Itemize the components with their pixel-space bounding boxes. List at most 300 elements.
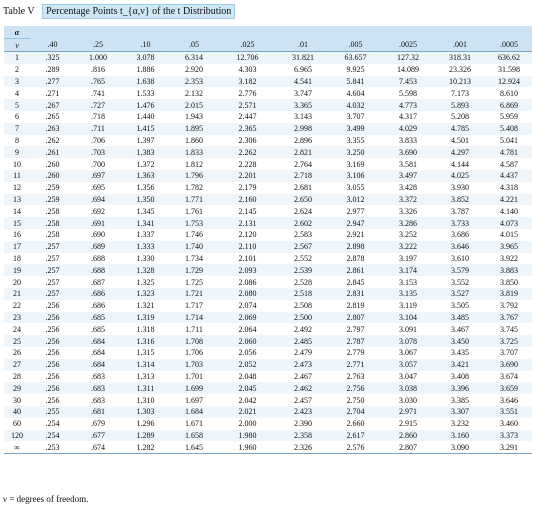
value-cell: .718 (91, 112, 105, 122)
table-row (4, 217, 532, 229)
df-cell: 16 (13, 230, 21, 240)
value-cell: .258 (45, 230, 60, 240)
value-cell: 3.160 (434, 430, 486, 442)
value-cell: 1.282 (121, 441, 170, 453)
value-cell: 3.707 (346, 112, 365, 122)
value-cell: .685 (75, 312, 121, 324)
value-cell: 2.528 (294, 277, 312, 287)
value-cell: 2.971 (382, 406, 434, 418)
value-cell: 2.624 (294, 206, 312, 216)
value-cell: 1.796 (170, 170, 218, 182)
percentage-points-table (4, 26, 532, 454)
value-cell: 2.718 (277, 170, 329, 182)
value-cell: .256 (45, 395, 60, 405)
value-cell: 3.690 (486, 359, 532, 371)
table-row (4, 441, 532, 453)
value-cell: 3.646 (500, 395, 518, 405)
value-cell: .271 (45, 88, 60, 98)
value-cell: .256 (30, 335, 75, 347)
value-cell: 1.638 (121, 76, 170, 88)
value-cell: 1.711 (185, 324, 203, 334)
value-cell: 2.539 (277, 264, 329, 276)
value-cell: 2.920 (185, 65, 203, 75)
table-body (4, 52, 532, 454)
value-cell: 2.771 (329, 359, 382, 371)
table-caption (3, 5, 235, 19)
value-cell: 1.397 (136, 135, 155, 145)
value-cell: .257 (30, 241, 75, 253)
value-cell: 1.717 (185, 301, 203, 311)
value-cell: 318.31 (434, 52, 486, 64)
alpha-column-header: .0005 (486, 39, 532, 52)
value-cell: 3.674 (500, 371, 518, 381)
df-cell: 9 (4, 146, 30, 158)
value-cell: 3.883 (486, 264, 532, 276)
t-distribution-table (4, 26, 532, 454)
value-cell: 7.453 (382, 76, 434, 88)
value-cell: .688 (91, 253, 105, 263)
value-cell: 2.787 (329, 335, 382, 347)
value-cell: 3.707 (500, 348, 518, 358)
table-row (4, 182, 532, 194)
value-cell: 3.408 (451, 371, 469, 381)
df-cell: 10 (13, 159, 21, 169)
value-cell: 2.326 (277, 441, 329, 453)
value-cell: 2.160 (218, 194, 277, 206)
value-cell: .674 (75, 441, 121, 453)
value-cell: 3.435 (451, 348, 469, 358)
table-row (4, 288, 532, 300)
df-cell: 29 (4, 382, 30, 394)
df-cell: 24 (13, 324, 21, 334)
value-cell: 4.773 (382, 99, 434, 111)
value-cell: 2.518 (277, 288, 329, 300)
value-cell: 3.527 (434, 288, 486, 300)
value-cell: 3.286 (382, 217, 434, 229)
value-cell: 2.878 (346, 253, 365, 263)
alpha-header-row (4, 26, 532, 39)
df-cell: 26 (13, 348, 21, 358)
value-cell: 2.365 (218, 123, 277, 135)
value-cell: 3.428 (399, 183, 417, 193)
value-cell: .741 (91, 88, 105, 98)
value-cell: 9.925 (346, 65, 365, 75)
value-cell: 4.587 (500, 159, 518, 169)
value-cell: 12.924 (486, 76, 532, 88)
value-cell: 4.073 (486, 217, 532, 229)
df-cell: 17 (4, 241, 30, 253)
value-cell: 1.318 (136, 324, 155, 334)
value-cell: 3.646 (434, 241, 486, 253)
value-cell: 1.440 (136, 112, 155, 122)
value-cell: 3.659 (486, 382, 532, 394)
value-cell: 1.289 (121, 430, 170, 442)
value-cell: 1.321 (136, 301, 155, 311)
value-cell: 3.252 (399, 230, 417, 240)
value-cell: 3.143 (294, 112, 312, 122)
value-cell: 2.101 (238, 253, 257, 263)
value-cell: 3.850 (500, 277, 518, 287)
value-cell: 2.896 (294, 135, 312, 145)
value-cell: 4.303 (238, 65, 257, 75)
value-cell: 1.671 (185, 419, 203, 429)
value-cell: 2.201 (218, 170, 277, 182)
value-cell: .254 (30, 430, 75, 442)
table-row (4, 111, 532, 123)
value-cell: .263 (30, 123, 75, 135)
value-cell: 2.060 (218, 335, 277, 347)
value-cell: .679 (91, 419, 105, 429)
value-cell: 2.056 (238, 348, 257, 358)
value-cell: 4.501 (451, 135, 469, 145)
table-row (4, 135, 532, 147)
value-cell: .727 (75, 99, 121, 111)
value-cell: 2.069 (218, 312, 277, 324)
value-cell: 3.365 (277, 99, 329, 111)
df-cell: ∞ (4, 441, 30, 453)
value-cell: 1.345 (136, 206, 155, 216)
alpha-column-header: .10 (121, 39, 170, 52)
value-cell: 4.785 (434, 123, 486, 135)
value-cell: .256 (30, 359, 75, 371)
value-cell: 4.025 (434, 170, 486, 182)
value-cell: .256 (45, 348, 60, 358)
value-cell: 3.012 (329, 194, 382, 206)
value-cell: 2.861 (329, 264, 382, 276)
df-cell: 2 (15, 65, 19, 75)
table-row (4, 406, 532, 418)
value-cell: 1.886 (136, 65, 155, 75)
value-cell: 7.173 (451, 88, 469, 98)
table-row (4, 205, 532, 217)
value-cell: .686 (75, 288, 121, 300)
value-cell: 1.363 (121, 170, 170, 182)
table-row (4, 241, 532, 253)
value-cell: 5.598 (399, 88, 417, 98)
footnote: ν = degrees of freedom. (3, 494, 89, 504)
value-cell: .259 (45, 183, 60, 193)
value-cell: 2.064 (238, 324, 257, 334)
value-cell: .260 (30, 170, 75, 182)
value-cell: 3.551 (486, 406, 532, 418)
value-cell: 1.725 (185, 277, 203, 287)
table-row (4, 146, 532, 158)
value-cell: 3.690 (382, 146, 434, 158)
df-cell: 40 (4, 406, 30, 418)
value-cell: 1.325 (136, 277, 155, 287)
table-row (4, 347, 532, 359)
alpha-column-header: .05 (170, 39, 218, 52)
value-cell: 3.291 (486, 441, 532, 453)
value-cell: 31.821 (277, 52, 329, 64)
table-row (4, 229, 532, 241)
value-cell: .256 (45, 371, 60, 381)
value-cell: .706 (91, 135, 105, 145)
value-cell: 2.048 (238, 371, 257, 381)
value-cell: .684 (91, 348, 105, 358)
value-cell: .697 (75, 170, 121, 182)
value-cell: 3.106 (329, 170, 382, 182)
value-cell: 4.297 (434, 146, 486, 158)
value-cell: 2.462 (277, 382, 329, 394)
df-cell: 60 (13, 419, 21, 429)
value-cell: 1.372 (136, 159, 155, 169)
value-cell: 1.533 (136, 88, 155, 98)
table-row (4, 264, 532, 276)
value-cell: 3.833 (399, 135, 417, 145)
value-cell: 31.598 (498, 65, 520, 75)
value-cell: 3.460 (500, 419, 518, 429)
value-cell: .686 (91, 301, 105, 311)
value-cell: 2.617 (329, 430, 382, 442)
table-row (4, 99, 532, 111)
value-cell: 1.415 (121, 123, 170, 135)
value-cell: 5.208 (451, 112, 469, 122)
value-cell: 2.704 (329, 406, 382, 418)
table-row (4, 418, 532, 430)
table-label: Table V (3, 6, 35, 17)
value-cell: 3.373 (486, 430, 532, 442)
value-cell: 3.485 (434, 312, 486, 324)
value-cell: 1.356 (136, 183, 155, 193)
value-cell: 3.078 (382, 335, 434, 347)
value-cell: .325 (30, 52, 75, 64)
value-cell: 2.479 (294, 348, 312, 358)
value-cell: 14.089 (397, 65, 419, 75)
value-cell: 2.977 (346, 206, 365, 216)
value-cell: 23.326 (449, 65, 471, 75)
value-cell: 2.447 (238, 112, 257, 122)
value-cell: 3.174 (382, 264, 434, 276)
value-cell: .256 (45, 324, 60, 334)
value-cell: 63.657 (329, 52, 382, 64)
df-cell: 14 (13, 206, 21, 216)
value-cell: .254 (45, 419, 60, 429)
value-cell: .258 (45, 206, 60, 216)
value-cell: 2.915 (399, 419, 417, 429)
value-cell: 2.262 (218, 146, 277, 158)
value-cell: 1.303 (121, 406, 170, 418)
value-cell: 12.706 (218, 52, 277, 64)
value-cell: 3.965 (486, 241, 532, 253)
df-cell: 7 (4, 123, 30, 135)
value-cell: 2.660 (346, 419, 365, 429)
value-cell: 1.708 (170, 335, 218, 347)
value-cell: 2.763 (346, 371, 365, 381)
value-cell: .691 (75, 217, 121, 229)
value-cell: 4.437 (486, 170, 532, 182)
value-cell: .692 (91, 206, 105, 216)
value-cell: 1.350 (121, 194, 170, 206)
value-cell: 1.476 (121, 99, 170, 111)
table-row (4, 312, 532, 324)
value-cell: .255 (30, 406, 75, 418)
value-cell: 2.898 (329, 241, 382, 253)
value-cell: .688 (75, 264, 121, 276)
value-cell: 3.355 (346, 135, 365, 145)
value-cell: 1.833 (170, 146, 218, 158)
value-cell: 1.729 (170, 264, 218, 276)
value-cell: 3.396 (434, 382, 486, 394)
value-cell: 3.135 (382, 288, 434, 300)
alpha-column-header: .25 (75, 39, 121, 52)
df-cell: 13 (4, 194, 30, 206)
df-cell: 22 (13, 301, 21, 311)
value-cell: .690 (91, 230, 105, 240)
value-cell: 2.015 (170, 99, 218, 111)
value-cell: 1.701 (185, 371, 203, 381)
value-cell: 4.604 (346, 88, 365, 98)
df-cell: 20 (13, 277, 21, 287)
value-cell: 2.779 (346, 348, 365, 358)
value-cell: 1.771 (170, 194, 218, 206)
value-cell: 4.318 (500, 183, 518, 193)
value-cell: 2.567 (277, 241, 329, 253)
alpha-column-header: .0025 (382, 39, 434, 52)
value-cell: 3.467 (451, 324, 469, 334)
value-cell: 3.385 (451, 395, 469, 405)
df-cell: 6 (15, 112, 19, 122)
value-cell: 1.980 (218, 430, 277, 442)
value-cell: 6.965 (294, 65, 312, 75)
value-cell: 1.314 (121, 359, 170, 371)
table-row (4, 170, 532, 182)
value-cell: 1.337 (136, 230, 155, 240)
df-cell: 1 (4, 52, 30, 64)
df-cell: 30 (13, 395, 21, 405)
value-cell: 3.047 (399, 371, 417, 381)
value-cell: 3.922 (500, 253, 518, 263)
value-cell: 4.221 (486, 194, 532, 206)
value-cell: .687 (91, 277, 105, 287)
value-cell: .267 (30, 99, 75, 111)
value-cell: 8.610 (500, 88, 518, 98)
value-cell: 1.699 (170, 382, 218, 394)
value-cell: 2.358 (277, 430, 329, 442)
value-cell: 1.341 (121, 217, 170, 229)
value-cell: 2.093 (218, 264, 277, 276)
value-cell: 2.132 (185, 88, 203, 98)
df-cell: 18 (13, 253, 21, 263)
table-row (4, 158, 532, 170)
value-cell: .262 (45, 135, 60, 145)
value-cell: .700 (91, 159, 105, 169)
value-cell: 3.450 (434, 335, 486, 347)
value-cell: 1.319 (121, 312, 170, 324)
alpha-column-header: .005 (329, 39, 382, 52)
value-cell: .695 (91, 183, 105, 193)
value-cell: .258 (30, 217, 75, 229)
value-cell: 5.408 (486, 123, 532, 135)
value-cell: 2.473 (277, 359, 329, 371)
table-row (4, 335, 532, 347)
value-cell: 1.740 (170, 241, 218, 253)
value-cell: 4.541 (277, 76, 329, 88)
value-cell: 4.032 (329, 99, 382, 111)
table-row (4, 359, 532, 371)
value-cell: 3.307 (434, 406, 486, 418)
value-cell: 3.169 (346, 159, 365, 169)
value-cell: 2.485 (277, 335, 329, 347)
value-cell: 3.250 (329, 146, 382, 158)
value-cell: .257 (30, 264, 75, 276)
df-cell: 120 (4, 430, 30, 442)
value-cell: 2.500 (277, 312, 329, 324)
value-cell: 2.086 (238, 277, 257, 287)
value-cell: 2.576 (329, 441, 382, 453)
value-cell: 2.353 (170, 76, 218, 88)
value-cell: .289 (45, 65, 60, 75)
alpha-column-header: .001 (434, 39, 486, 52)
value-cell: 2.423 (277, 406, 329, 418)
value-cell: 2.552 (294, 253, 312, 263)
value-cell: .684 (75, 335, 121, 347)
value-cell: 3.819 (486, 288, 532, 300)
value-cell: 3.787 (451, 206, 469, 216)
value-cell: 3.153 (399, 277, 417, 287)
value-cell: .260 (45, 159, 60, 169)
alpha-column-header: .025 (218, 39, 277, 52)
value-cell: 2.306 (238, 135, 257, 145)
value-cell: 3.057 (382, 359, 434, 371)
value-cell: 3.119 (399, 301, 417, 311)
value-cell: 1.721 (170, 288, 218, 300)
table-row (4, 64, 532, 76)
value-cell: 2.602 (277, 217, 329, 229)
value-cell: .261 (30, 146, 75, 158)
value-cell: 10.213 (434, 76, 486, 88)
value-cell: .259 (30, 194, 75, 206)
table-row (4, 371, 532, 383)
value-cell: 1.315 (136, 348, 155, 358)
value-cell: 3.579 (434, 264, 486, 276)
value-cell: 5.959 (500, 112, 518, 122)
value-cell: 4.781 (486, 146, 532, 158)
value-cell: 2.000 (238, 419, 257, 429)
value-cell: 2.807 (329, 312, 382, 324)
df-cell: 4 (15, 88, 19, 98)
value-cell: 1.734 (185, 253, 203, 263)
value-cell: .683 (91, 395, 105, 405)
value-cell: .277 (30, 76, 75, 88)
value-cell: .711 (75, 123, 121, 135)
value-cell: .681 (75, 406, 121, 418)
value-cell: 3.581 (399, 159, 417, 169)
value-cell: 1.860 (185, 135, 203, 145)
value-cell: 3.792 (500, 301, 518, 311)
value-cell: 1.330 (136, 253, 155, 263)
value-cell: 3.055 (346, 183, 365, 193)
value-cell: 1.960 (218, 441, 277, 453)
alpha-header-spacer (30, 26, 532, 39)
value-cell: 2.921 (346, 230, 365, 240)
value-cell: 1.782 (185, 183, 203, 193)
value-cell: 2.681 (294, 183, 312, 193)
value-cell: 5.841 (329, 76, 382, 88)
value-cell: 3.030 (399, 395, 417, 405)
value-cell: 2.045 (218, 382, 277, 394)
df-cell: 11 (4, 170, 30, 182)
value-cell: 3.078 (121, 52, 170, 64)
df-cell: 25 (4, 335, 30, 347)
df-cell: 28 (13, 371, 21, 381)
value-cell: 3.930 (451, 183, 469, 193)
value-cell: 1.895 (170, 123, 218, 135)
table-row (4, 194, 532, 206)
value-cell: 6.869 (486, 99, 532, 111)
table-row (4, 382, 532, 394)
value-cell: 2.042 (238, 395, 257, 405)
